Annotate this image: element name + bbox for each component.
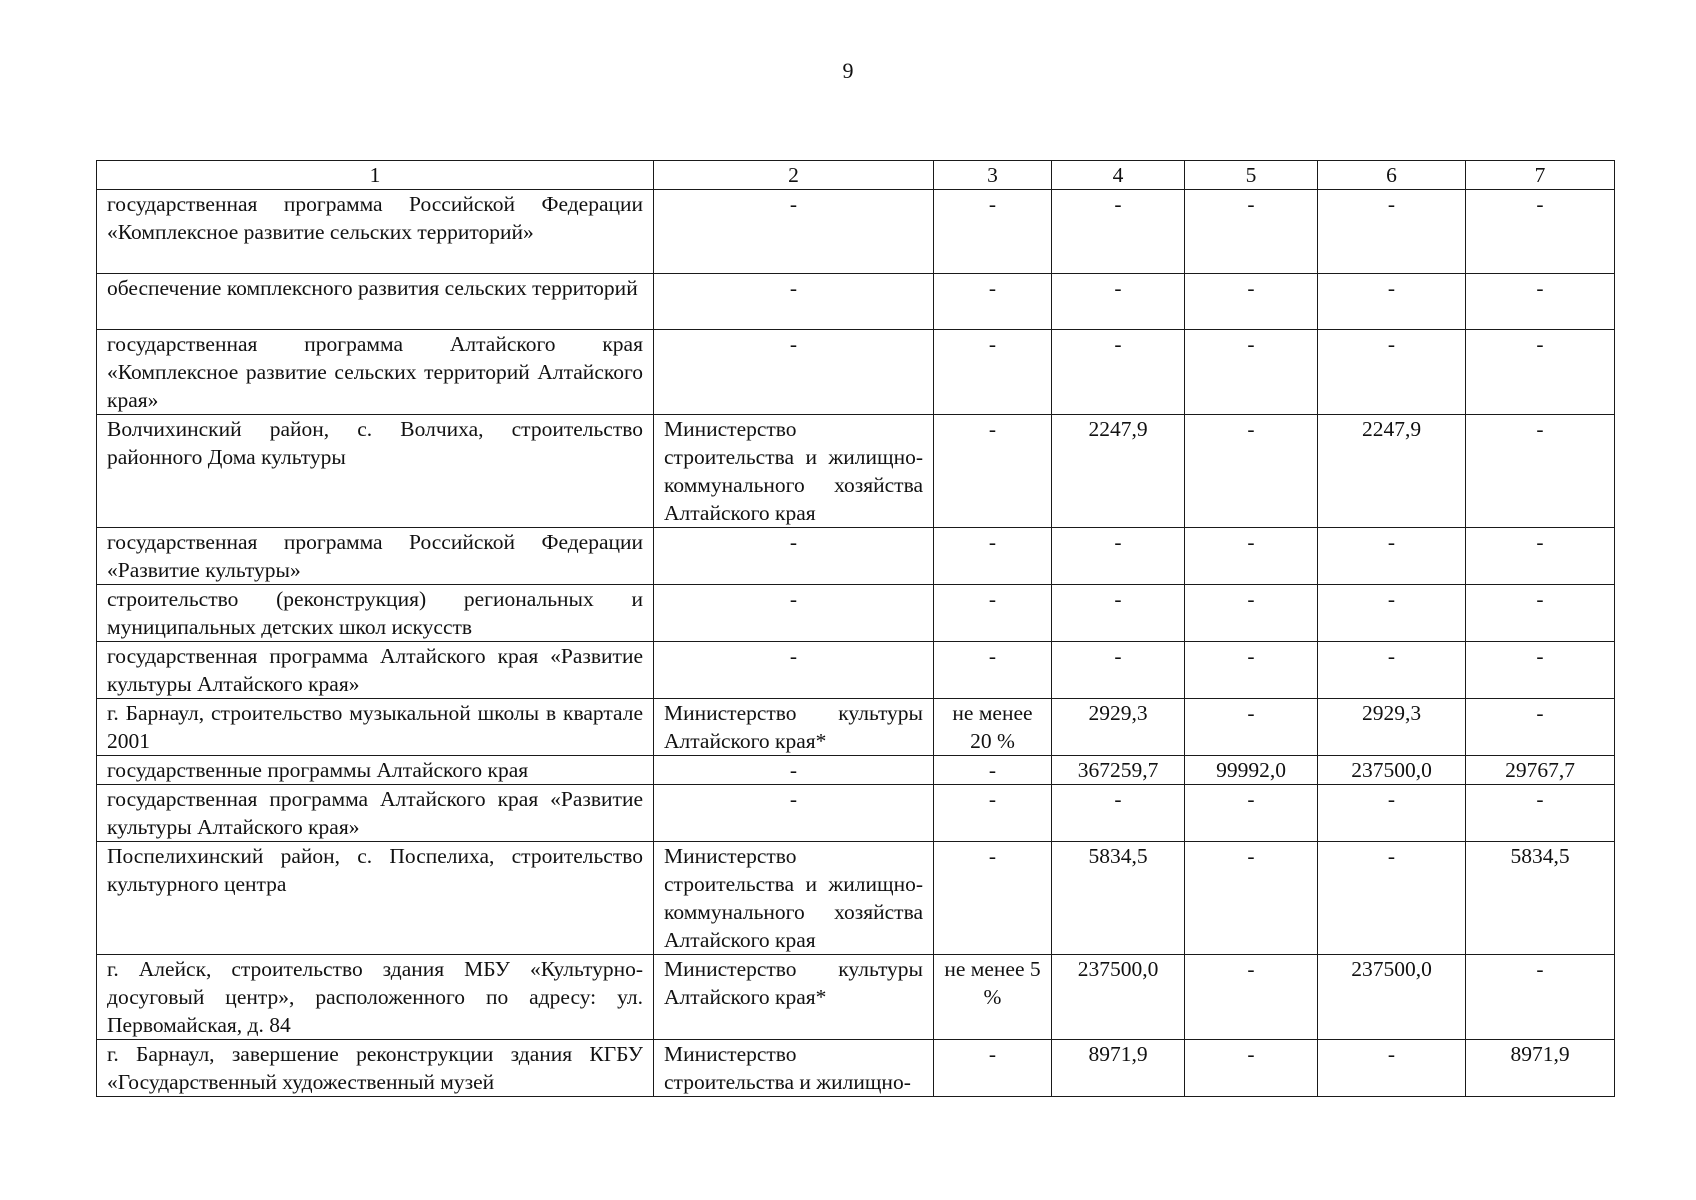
value-cell: - — [1185, 1040, 1318, 1097]
value-cell: 99992,0 — [1185, 756, 1318, 785]
row-name-cell: Поспелихинский район, с. Поспелиха, строительство культурного центра — [97, 842, 654, 955]
table-row — [97, 756, 1615, 785]
table-row — [97, 642, 1615, 699]
share-cell: не менее 20 % — [934, 699, 1052, 756]
value-cell: 2929,3 — [1052, 699, 1185, 756]
row-name-cell: Волчихинский район, с. Волчиха, строительство районного Дома культуры — [97, 415, 654, 528]
table-row — [97, 785, 1615, 842]
share-cell: - — [934, 190, 1052, 274]
value-cell: - — [1185, 842, 1318, 955]
value-cell: - — [1318, 190, 1466, 274]
value-cell: - — [1052, 528, 1185, 585]
responsible-cell: - — [654, 756, 934, 785]
value-cell: 237500,0 — [1318, 955, 1466, 1040]
value-cell: - — [1466, 274, 1615, 330]
table-row — [97, 955, 1615, 1040]
value-cell: - — [1466, 955, 1615, 1040]
responsible-cell: Министерство строительства и жилищно-коммунального хозяйства Алтайского края — [654, 415, 934, 528]
responsible-cell: - — [654, 528, 934, 585]
column-header: 5 — [1185, 161, 1318, 190]
share-cell: - — [934, 642, 1052, 699]
share-cell: - — [934, 785, 1052, 842]
value-cell: - — [1318, 642, 1466, 699]
responsible-cell: - — [654, 190, 934, 274]
value-cell: - — [1185, 415, 1318, 528]
table-row — [97, 528, 1615, 585]
value-cell: 2929,3 — [1318, 699, 1466, 756]
share-cell: - — [934, 415, 1052, 528]
row-name-cell: государственная программа Российской Федерации «Комплексное развитие сельских территорий» — [97, 190, 654, 274]
share-cell: - — [934, 274, 1052, 330]
value-cell: - — [1185, 330, 1318, 415]
row-name-cell: государственная программа Российской Федерации «Развитие культуры» — [97, 528, 654, 585]
value-cell: - — [1185, 699, 1318, 756]
value-cell: - — [1466, 330, 1615, 415]
responsible-cell: Министерство строительства и жилищно-коммунального хозяйства Алтайского края — [654, 842, 934, 955]
row-name-cell: государственная программа Алтайского края «Комплексное развитие сельских территорий Алтайского края» — [97, 330, 654, 415]
row-name-cell: г. Барнаул, строительство музыкальной школы в квартале 2001 — [97, 699, 654, 756]
responsible-cell: Министерство культуры Алтайского края* — [654, 955, 934, 1040]
value-cell: - — [1185, 785, 1318, 842]
value-cell: - — [1318, 585, 1466, 642]
responsible-cell: - — [654, 642, 934, 699]
row-name-cell: государственная программа Алтайского края «Развитие культуры Алтайского края» — [97, 785, 654, 842]
row-name-cell: обеспечение комплексного развития сельских территорий — [97, 274, 654, 330]
column-header: 3 — [934, 161, 1052, 190]
value-cell: 8971,9 — [1052, 1040, 1185, 1097]
row-name-cell: государственные программы Алтайского края — [97, 756, 654, 785]
value-cell: - — [1466, 415, 1615, 528]
value-cell: - — [1185, 528, 1318, 585]
table-row — [97, 842, 1615, 955]
value-cell: - — [1466, 699, 1615, 756]
value-cell: - — [1185, 955, 1318, 1040]
responsible-cell: Министерство культуры Алтайского края* — [654, 699, 934, 756]
value-cell: - — [1466, 190, 1615, 274]
table-row — [97, 415, 1615, 528]
value-cell: - — [1185, 585, 1318, 642]
value-cell: - — [1318, 1040, 1466, 1097]
column-header: 1 — [97, 161, 654, 190]
data-table — [96, 160, 1615, 1097]
share-cell: - — [934, 585, 1052, 642]
column-header: 4 — [1052, 161, 1185, 190]
responsible-cell: - — [654, 585, 934, 642]
row-name-cell: г. Барнаул, завершение реконструкции здания КГБУ «Государственный художественный музей — [97, 1040, 654, 1097]
value-cell: - — [1052, 785, 1185, 842]
share-cell: - — [934, 842, 1052, 955]
table-row — [97, 585, 1615, 642]
responsible-cell: - — [654, 274, 934, 330]
share-cell: - — [934, 1040, 1052, 1097]
column-header: 6 — [1318, 161, 1466, 190]
row-name-cell: строительство (реконструкция) региональных и муниципальных детских школ искусств — [97, 585, 654, 642]
responsible-cell: - — [654, 330, 934, 415]
share-cell: не менее 5 % — [934, 955, 1052, 1040]
value-cell: 237500,0 — [1052, 955, 1185, 1040]
value-cell: - — [1052, 330, 1185, 415]
share-cell: - — [934, 756, 1052, 785]
value-cell: - — [1466, 642, 1615, 699]
value-cell: - — [1466, 528, 1615, 585]
table-header-row — [97, 161, 1615, 190]
value-cell: - — [1318, 528, 1466, 585]
value-cell: - — [1052, 642, 1185, 699]
page-number: 9 — [842, 58, 854, 83]
value-cell: - — [1185, 190, 1318, 274]
value-cell: 29767,7 — [1466, 756, 1615, 785]
table-row — [97, 699, 1615, 756]
value-cell: 237500,0 — [1318, 756, 1466, 785]
row-name-cell: г. Алейск, строительство здания МБУ «Культурно-досуговый центр», расположенного по адресу: ул. Первомайская, д. 84 — [97, 955, 654, 1040]
row-name-cell: государственная программа Алтайского края «Развитие культуры Алтайского края» — [97, 642, 654, 699]
column-header: 2 — [654, 161, 934, 190]
value-cell: - — [1318, 842, 1466, 955]
responsible-cell: - — [654, 785, 934, 842]
value-cell: - — [1052, 274, 1185, 330]
responsible-cell: Министерство строительства и жилищно- — [654, 1040, 934, 1097]
table-row — [97, 274, 1615, 330]
share-cell: - — [934, 330, 1052, 415]
value-cell: - — [1466, 585, 1615, 642]
value-cell: 8971,9 — [1466, 1040, 1615, 1097]
value-cell: 2247,9 — [1318, 415, 1466, 528]
value-cell: - — [1185, 274, 1318, 330]
value-cell: - — [1318, 274, 1466, 330]
value-cell: - — [1318, 785, 1466, 842]
value-cell: - — [1466, 785, 1615, 842]
column-header: 7 — [1466, 161, 1615, 190]
table-row — [97, 330, 1615, 415]
value-cell: - — [1052, 190, 1185, 274]
value-cell: - — [1185, 642, 1318, 699]
table-row — [97, 1040, 1615, 1097]
value-cell: 5834,5 — [1052, 842, 1185, 955]
value-cell: - — [1052, 585, 1185, 642]
value-cell: 367259,7 — [1052, 756, 1185, 785]
table-row — [97, 190, 1615, 274]
value-cell: 2247,9 — [1052, 415, 1185, 528]
value-cell: 5834,5 — [1466, 842, 1615, 955]
share-cell: - — [934, 528, 1052, 585]
value-cell: - — [1318, 330, 1466, 415]
